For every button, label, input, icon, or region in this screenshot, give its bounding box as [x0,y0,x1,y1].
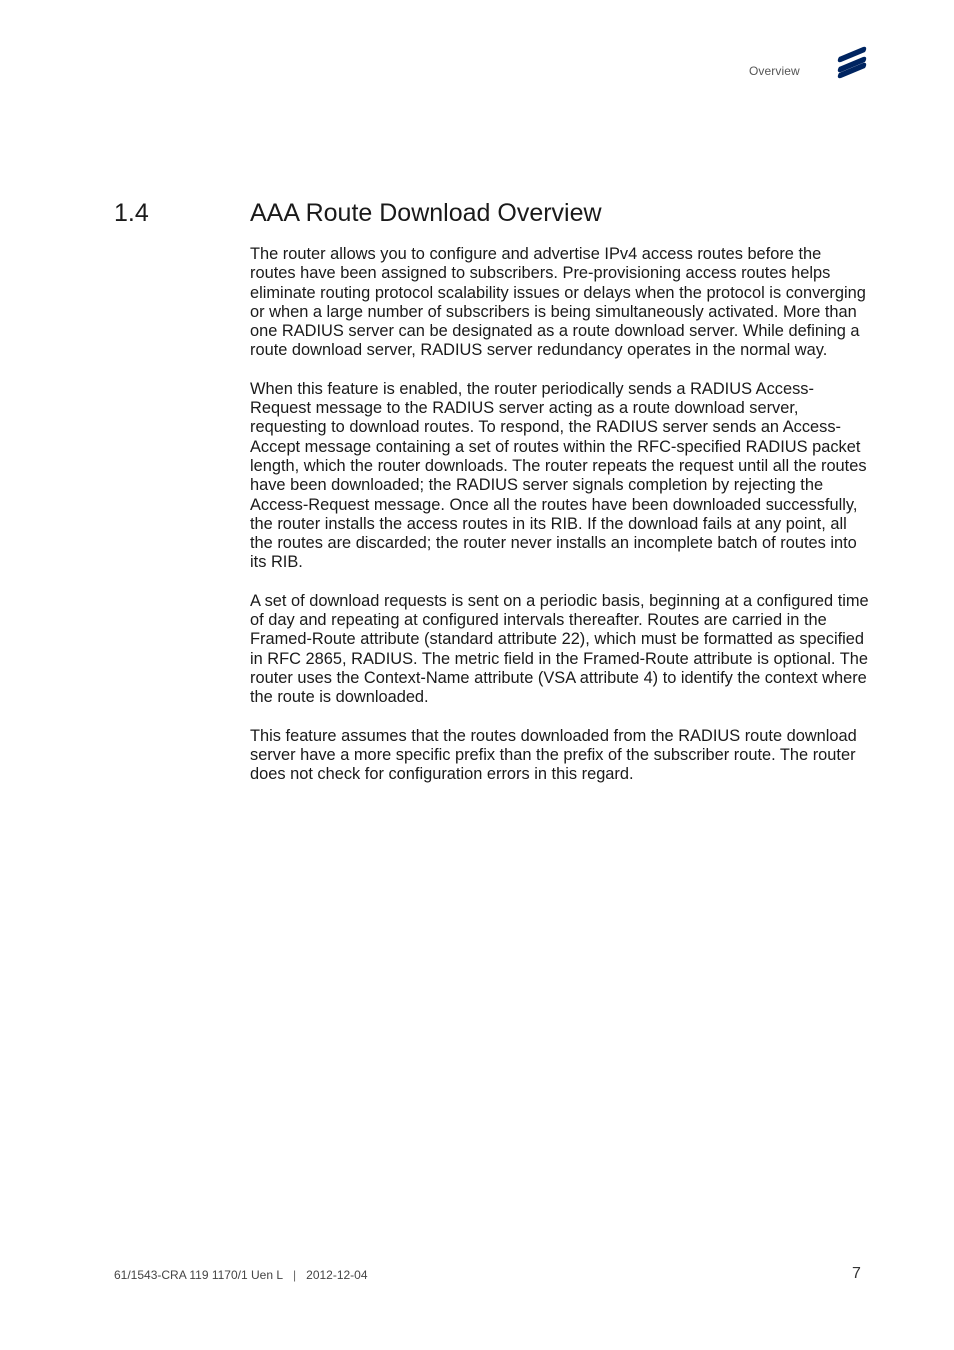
running-header: Overview [749,64,800,78]
ericsson-logo-icon [836,44,868,80]
body-text [250,245,870,803]
footer-separator: | [293,1268,297,1282]
footer-doc-info [114,1268,368,1282]
paragraph: A set of download requests is sent on a periodic basis, beginning at a configured time of day and repeating at configured intervals thereafter. Routes are carried in the Framed-Route attribute (standard attribute 22), which must be formatted as specified in RFC 2865, RADIUS. The metric field in the Framed-Route attribute is optional. The router uses the Context-Name attribute (VSA attribute 4) to identify the context where the route is downloaded. [250,591,869,707]
paragraph: This feature assumes that the routes downloaded from the RADIUS route download server have a more specific prefix than the prefix of the subscriber route. The router does not check for configuration errors in this regard. [250,726,857,784]
section-title: AAA Route Download Overview [250,199,602,227]
paragraph: When this feature is enabled, the router periodically sends a RADIUS Access-Request message to the RADIUS server acting as a route download server, requesting to download routes. To respond, the RADIUS server sends an Access-Accept message containing a set of routes within the RFC-specified RADIUS packet length, which the router downloads. The router repeats the request until all the routes have been downloaded; the RADIUS server signals completion by rejecting the Access-Request message. Once all the routes have been downloaded successfully, the router installs the access routes in its RIB. If the download fails at any point, all the routes are discarded; the router never installs an incomplete batch of routes into its RIB. [250,379,867,572]
section-number: 1.4 [114,199,149,227]
footer-doc-id: 61/1543-CRA 119 1170/1 Uen L [114,1268,284,1282]
paragraph: The router allows you to configure and advertise IPv4 access routes before the routes have been assigned to subscribers. Pre-provisioning access routes helps eliminate routing protocol scalability issues or delays when the protocol is converging or when a large number of subscribers is being simultaneously activated. More than one RADIUS server can be designated as a route download server. While defining a route download server, RADIUS server redundancy operates in the normal way. [250,245,866,360]
page-number: 7 [852,1265,861,1282]
footer-date: 2012-12-04 [306,1268,368,1282]
